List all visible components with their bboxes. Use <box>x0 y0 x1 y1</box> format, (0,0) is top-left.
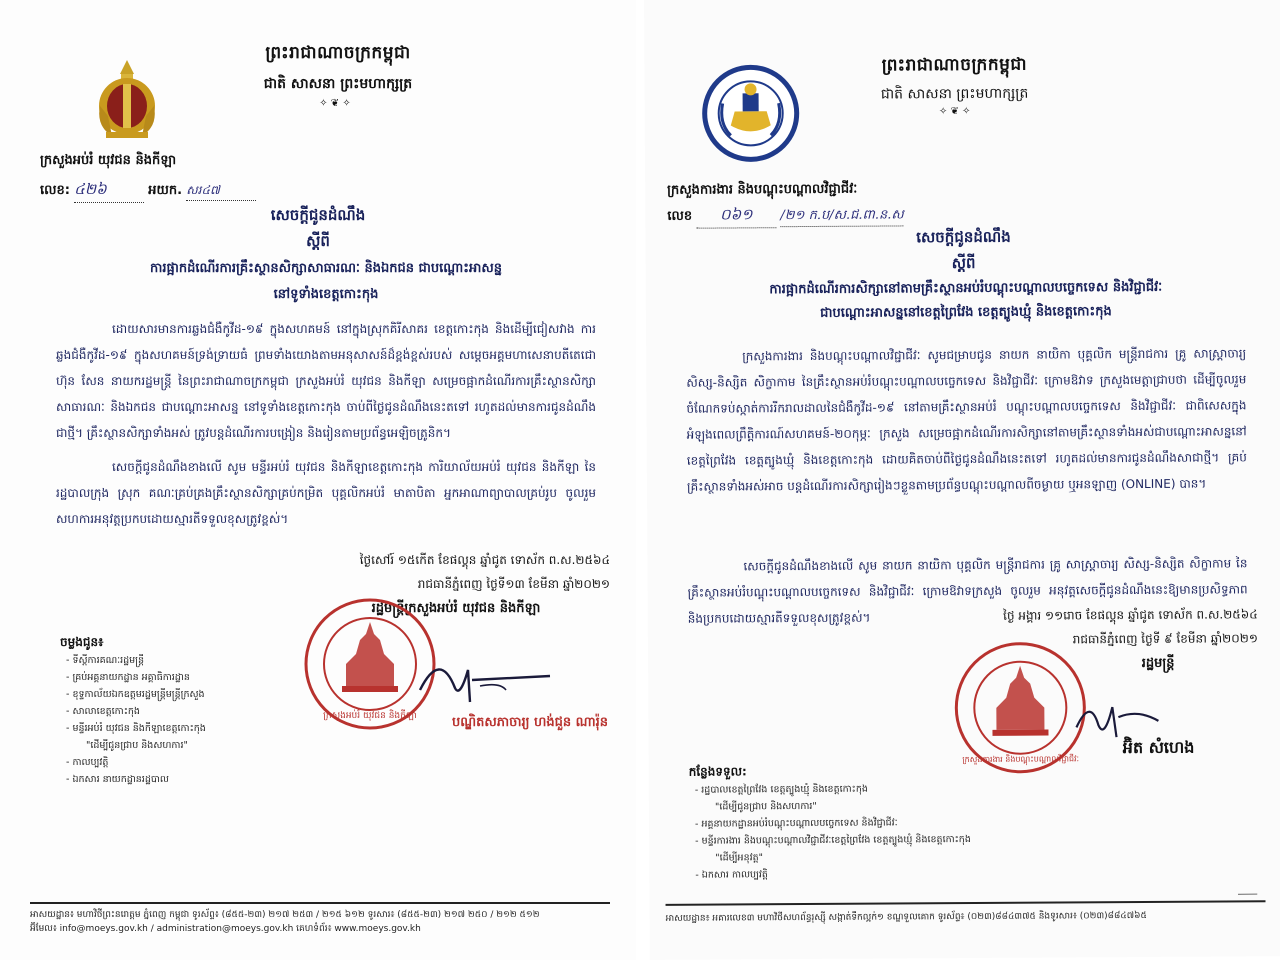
recipients-title: ចម្លងជូន៖ <box>60 635 104 649</box>
seal-text: ក្រសួងការងារ និងបណ្តុះបណ្តាលវិជ្ជាជីវៈ <box>962 754 1080 765</box>
reference-suffix-handwritten: សរ៤៧ <box>186 182 256 201</box>
footer-address: អាសយដ្ឋាន៖ មហាវិថីព្រះនរោត្តម ភ្នំពេញ កម្ពុជា ទូរស័ព្ទ៖ (៨៥៥-២៣) ២១៧ ២៥៣ / ២១៥ ៦១២ ទូរសារ៖ (៨៥៥-២៣) ២១៧ ២៥០ / ២១២ ៥១២ <box>30 910 540 920</box>
recipients-list <box>66 652 306 788</box>
signature <box>410 640 560 710</box>
footer-rule <box>666 900 1266 906</box>
recipient-item: - កាលប្បវត្តិ <box>66 757 109 768</box>
reference-number <box>667 204 904 228</box>
document-left <box>0 0 636 960</box>
body-paragraph-1: ក្រសួងការងារ និងបណ្តុះបណ្តាលវិជ្ជាជីវៈ សូមជម្រាបជូន នាយក នាយិកា បុគ្គលិក មន្ត្រីរាជការ គ្រូ សាស្ត្រាចារ្យ សិស្ស-និស្សិត សិក្ខាកាម នៃគ្រឹះស្ថានអប់រំបណ្តុះបណ្តាលបច្ចេកទេស និងវិជ្ជាជីវៈ ក្រោមឱវាទ ក្រសួងមេត្តាជ្រាបថា ដើម្បីចូលរួមចំណែកទប់ស្កាត់ការរីករាលដាលនៃជំងឺកូវីដ-១៩ នៅតាមគ្រឹះស្ថានអប់រំ បណ្តុះបណ្តាលបច្ចេកទេស និងវិជ្ជាជីវៈ ជាពិសេសក្នុងអំឡុងពេលព្រឹត្តិការណ៍សហគមន៍-២០កុម្ភៈ ក្រសួង សម្រេចផ្អាកដំណើរការសិក្សានៅតាមគ្រឹះស្ថានទាំងអស់ជាបណ្តោះអាសន្ននៅខេត្តព្រៃវែង ខេត្តត្បូងឃ្មុំ និងខេត្តកោះកុង ដោយគិតចាប់ពីថ្ងៃជូនដំណឹងនេះតទៅ រហូតដល់មានការជូនដំណឹងសាជាថ្មី។ គ្រប់គ្រឹះស្ថានទាំងអស់អាច បន្តដំណើរការសិក្សារៀងៗខ្លួនតាមប្រព័ន្ធបណ្តុះបណ្តាលពីចម្ងាយ ឬអនឡាញ (ONLINE) បាន។ <box>686 346 1247 494</box>
reference-number <box>40 180 256 203</box>
footer-address: អាសយដ្ឋាន៖ អគារលេខ៣ មហាវិថីសហព័ន្ធរុស្ស៊ី សង្កាត់ទឹកល្អក់១ ខណ្ឌទួលគោក ទូរស័ព្ទ៖ (០២៣)៨៨៤៣៧៥ និងទូរសារ៖ (០២៣)៨៨៤៧៦៥ <box>665 910 1147 924</box>
date-lunar: ថ្ងៃ អង្គារ ១១រោច ខែផល្គុន ឆ្នាំជូត ទោស័ក ព.ស.២៥៦៤ <box>1003 607 1258 623</box>
signer-name: បណ្ឌិតសភាចារ្យ ហង់ជួន ណារ៉ុន <box>451 715 609 730</box>
body-paragraph-2: សេចក្តីជូនដំណឹងខាងលើ សូម នាយក នាយិកា បុគ្គលិក មន្ត្រីរាជការ គ្រូ សាស្ត្រាចារ្យ សិស្ស-និស្សិត សិក្ខាកាម នៃគ្រឹះស្ថានអប់រំបណ្តុះបណ្តាលបច្ចេកទេស និងវិជ្ជាជីវៈ ក្រោមឱវាទក្រសួង ចូលរួម អនុវត្តសេចក្តីជូនដំណឹងនេះឱ្យមានប្រសិទ្ធភាព និងប្រកបដោយស្មារតីទទួលខុសត្រូវខ្ពស់។ <box>687 556 1248 626</box>
subject-line-2: នៅទូទាំងខេត្តកោះកុង <box>273 287 379 302</box>
recipient-item: - មន្ទីរអប់រំ យុវជន និងកីឡាខេត្តកោះកុង <box>66 723 206 734</box>
national-motto: ជាតិ សាសនា ព្រះមហាក្សត្រ <box>263 76 413 92</box>
document-about: ស្តីពី <box>306 232 330 250</box>
kingdom-heading: ព្រះរាជាណាចក្រកម្ពុជា <box>265 43 411 63</box>
seal-text: ក្រសួងអប់រំ យុវជន និងកីឡា <box>323 711 417 721</box>
date-solar: រាជធានីភ្នំពេញ ថ្ងៃទី ៩ ខែមីនា ឆ្នាំ២០២១ <box>1072 631 1258 647</box>
recipient-item: - មន្ទីរការងារ និងបណ្តុះបណ្តាលវិជ្ជាជីវៈខេត្តព្រៃវែង ខេត្តត្បូងឃ្មុំ និងខេត្តកោះកុង <box>695 834 971 847</box>
subject-line-1: ការផ្អាកដំណើរការគ្រឹះស្ថានសិក្សាសាធារណៈ និងឯកជន ជាបណ្តោះអាសន្ន <box>150 261 502 276</box>
reference-number-handwritten: ៤២៦ <box>74 180 144 203</box>
motto-ornament: ✧ ❦ ✧ <box>938 106 971 118</box>
ministry-name: ក្រសួងការងារ និងបណ្តុះបណ្តាលវិជ្ជាជីវៈ <box>667 181 858 198</box>
page-gap <box>636 0 644 960</box>
document-title: សេចក្តីជូនដំណឹង <box>916 227 1011 247</box>
document-right <box>644 0 1280 960</box>
document-about: ស្តីពី <box>951 253 976 273</box>
recipient-item: "ដើម្បីជូនជ្រាប និងសហការ" <box>86 740 188 751</box>
subject-line-1: ការផ្អាកដំណើរការសិក្សានៅតាមគ្រឹះស្ថានអប់រំបណ្តុះបណ្តាលបច្ចេកទេស និងវិជ្ជាជីវៈ <box>769 279 1163 298</box>
recipient-item: - អគ្គនាយកដ្ឋានអប់រំបណ្តុះបណ្តាលបច្ចេកទេស និងវិជ្ជាជីវៈ <box>695 817 898 830</box>
royal-arms-emblem <box>92 56 162 142</box>
reference-suffix-handwritten: /២១ ក.ប/ស.ជ.ពា.ន.ស <box>780 206 903 227</box>
page-mark: ⸺ <box>1237 886 1258 901</box>
recipient-item: - ខុទ្ទកាល័យឯកឧត្តមរដ្ឋមន្ត្រីមន្ត្រីក្រសួង <box>66 689 205 700</box>
recipient-item: - គ្រប់អគ្គនាយកដ្ឋាន អគ្គាធិការដ្ឋាន <box>66 672 190 683</box>
recipient-item: - សាលាខេត្តកោះកុង <box>66 706 140 717</box>
document-title: សេចក្តីជូនដំណឹង <box>270 206 366 224</box>
subject-line-2: ជាបណ្តោះអាសន្ននៅខេត្តព្រៃវែង ខេត្តត្បូងឃ្មុំ និងខេត្តកោះកុង <box>820 304 1112 321</box>
motto-ornament: ✧ ❦ ✧ <box>319 98 351 109</box>
signer-name: អ៊ិត សំហេង <box>1122 737 1195 758</box>
date-lunar: ថ្ងៃសៅរ៍ ១៥កើត ខែផល្គុន ឆ្នាំជូត ទោស័ក ព.ស.២៥៦៤ <box>359 553 610 567</box>
recipient-item: - ឯកសារ នាយកដ្ឋានរដ្ឋបាល <box>66 774 169 785</box>
footer-rule <box>30 902 610 904</box>
reference-label: លេខ <box>667 208 693 224</box>
reference-label: លេខ: <box>40 183 70 198</box>
date-solar: រាជធានីភ្នំពេញ ថ្ងៃទី១៣ ខែមីនា ឆ្នាំ២០២១ <box>417 577 610 591</box>
body-paragraph-1: ដោយសារមានការឆ្លងជំងឺកូវីដ-១៩ ក្នុងសហគមន៍ នៅក្នុងស្រុកគិរីសាគរ ខេត្តកោះកុង និងដើម្បីជៀសវាង ការឆ្លងជំងឺកូវីដ-១៩ ក្នុងសហគមន៍ទ្រង់ទ្រាយធំ ព្រមទាំងយោងតាមអនុសាសន៍ដ៏ខ្ពង់ខ្ពស់របស់ សម្តេចអគ្គមហាសេនាបតីតេជោ ហ៊ុន សែន នាយករដ្ឋមន្រ្តី នៃព្រះរាជាណាចក្រកម្ពុជា ក្រសួងអប់រំ យុវជន និងកីឡា សម្រេចផ្អាកដំណើរការគ្រឹះស្ថានសិក្សាសាធារណៈ និងឯកជន ជាបណ្តោះអាសន្ន នៅទូទាំងខេត្តកោះកុង ចាប់ពីថ្ងៃជូនដំណឹងនេះតទៅ រហូតដល់មានការជូនដំណឹងជាថ្មី។ គ្រឹះស្ថានសិក្សាទាំងអស់ ត្រូវបន្តដំណើរការបង្រៀន និងរៀនតាមប្រព័ន្ធអេឡិចត្រូនិក។ <box>56 322 596 440</box>
recipient-item: - ឯកសារ កាលប្បវត្តិ <box>695 869 768 881</box>
recipients-title: កន្លែងទទួល: <box>688 764 747 779</box>
recipient-item: - ទីស្តីការគណៈរដ្ឋមន្ត្រី <box>66 655 145 666</box>
footer-contact: អ៊ីមែល៖ info@moeys.gov.kh / administration@moeys.gov.kh គេហទំព័រ៖ www.moeys.gov.kh <box>30 924 421 934</box>
signer-title: រដ្ឋមន្ត្រី <box>1141 655 1175 671</box>
recipient-item: "ដើម្បីអនុវត្ត" <box>715 852 764 864</box>
national-motto: ជាតិ សាសនា ព្រះមហាក្សត្រ <box>880 85 1029 103</box>
kingdom-heading: ព្រះរាជាណាចក្រកម្ពុជា <box>881 54 1028 76</box>
recipient-item: - រដ្ឋបាលខេត្តព្រៃវែង ខេត្តត្បូងឃ្មុំ និងខេត្តកោះកុង <box>694 783 868 796</box>
reference-suffix-label: អយក. <box>148 183 183 198</box>
ministry-labour-emblem <box>700 63 801 164</box>
signer-title: រដ្ឋមន្ត្រីក្រសួងអប់រំ យុវជន និងកីឡា <box>371 601 541 616</box>
body-paragraph-2: សេចក្តីជូនដំណឹងខាងលើ សូម មន្ទីរអប់រំ យុវជន និងកីឡាខេត្តកោះកុង ការិយាល័យអប់រំ យុវជន និងកីឡា នៃរដ្ឋបាលក្រុង ស្រុក គណៈគ្រប់គ្រងគ្រឹះស្ថានសិក្សាគ្រប់កម្រិត បុគ្គលិកអប់រំ មាតាបិតា អ្នកអាណាព្យាបាលគ្រប់រូប ចូលរួមសហការអនុវត្តប្រកបដោយស្មារតីទទួលខុសត្រូវខ្ពស់។ <box>56 460 596 526</box>
recipient-item: "ដើម្បីជូនជ្រាប និងសហការ" <box>714 800 817 813</box>
ministry-name: ក្រសួងអប់រំ យុវជន និងកីឡា <box>40 153 177 168</box>
reference-number-handwritten: ០៦១ <box>696 205 776 228</box>
recipients-list <box>695 779 1096 883</box>
